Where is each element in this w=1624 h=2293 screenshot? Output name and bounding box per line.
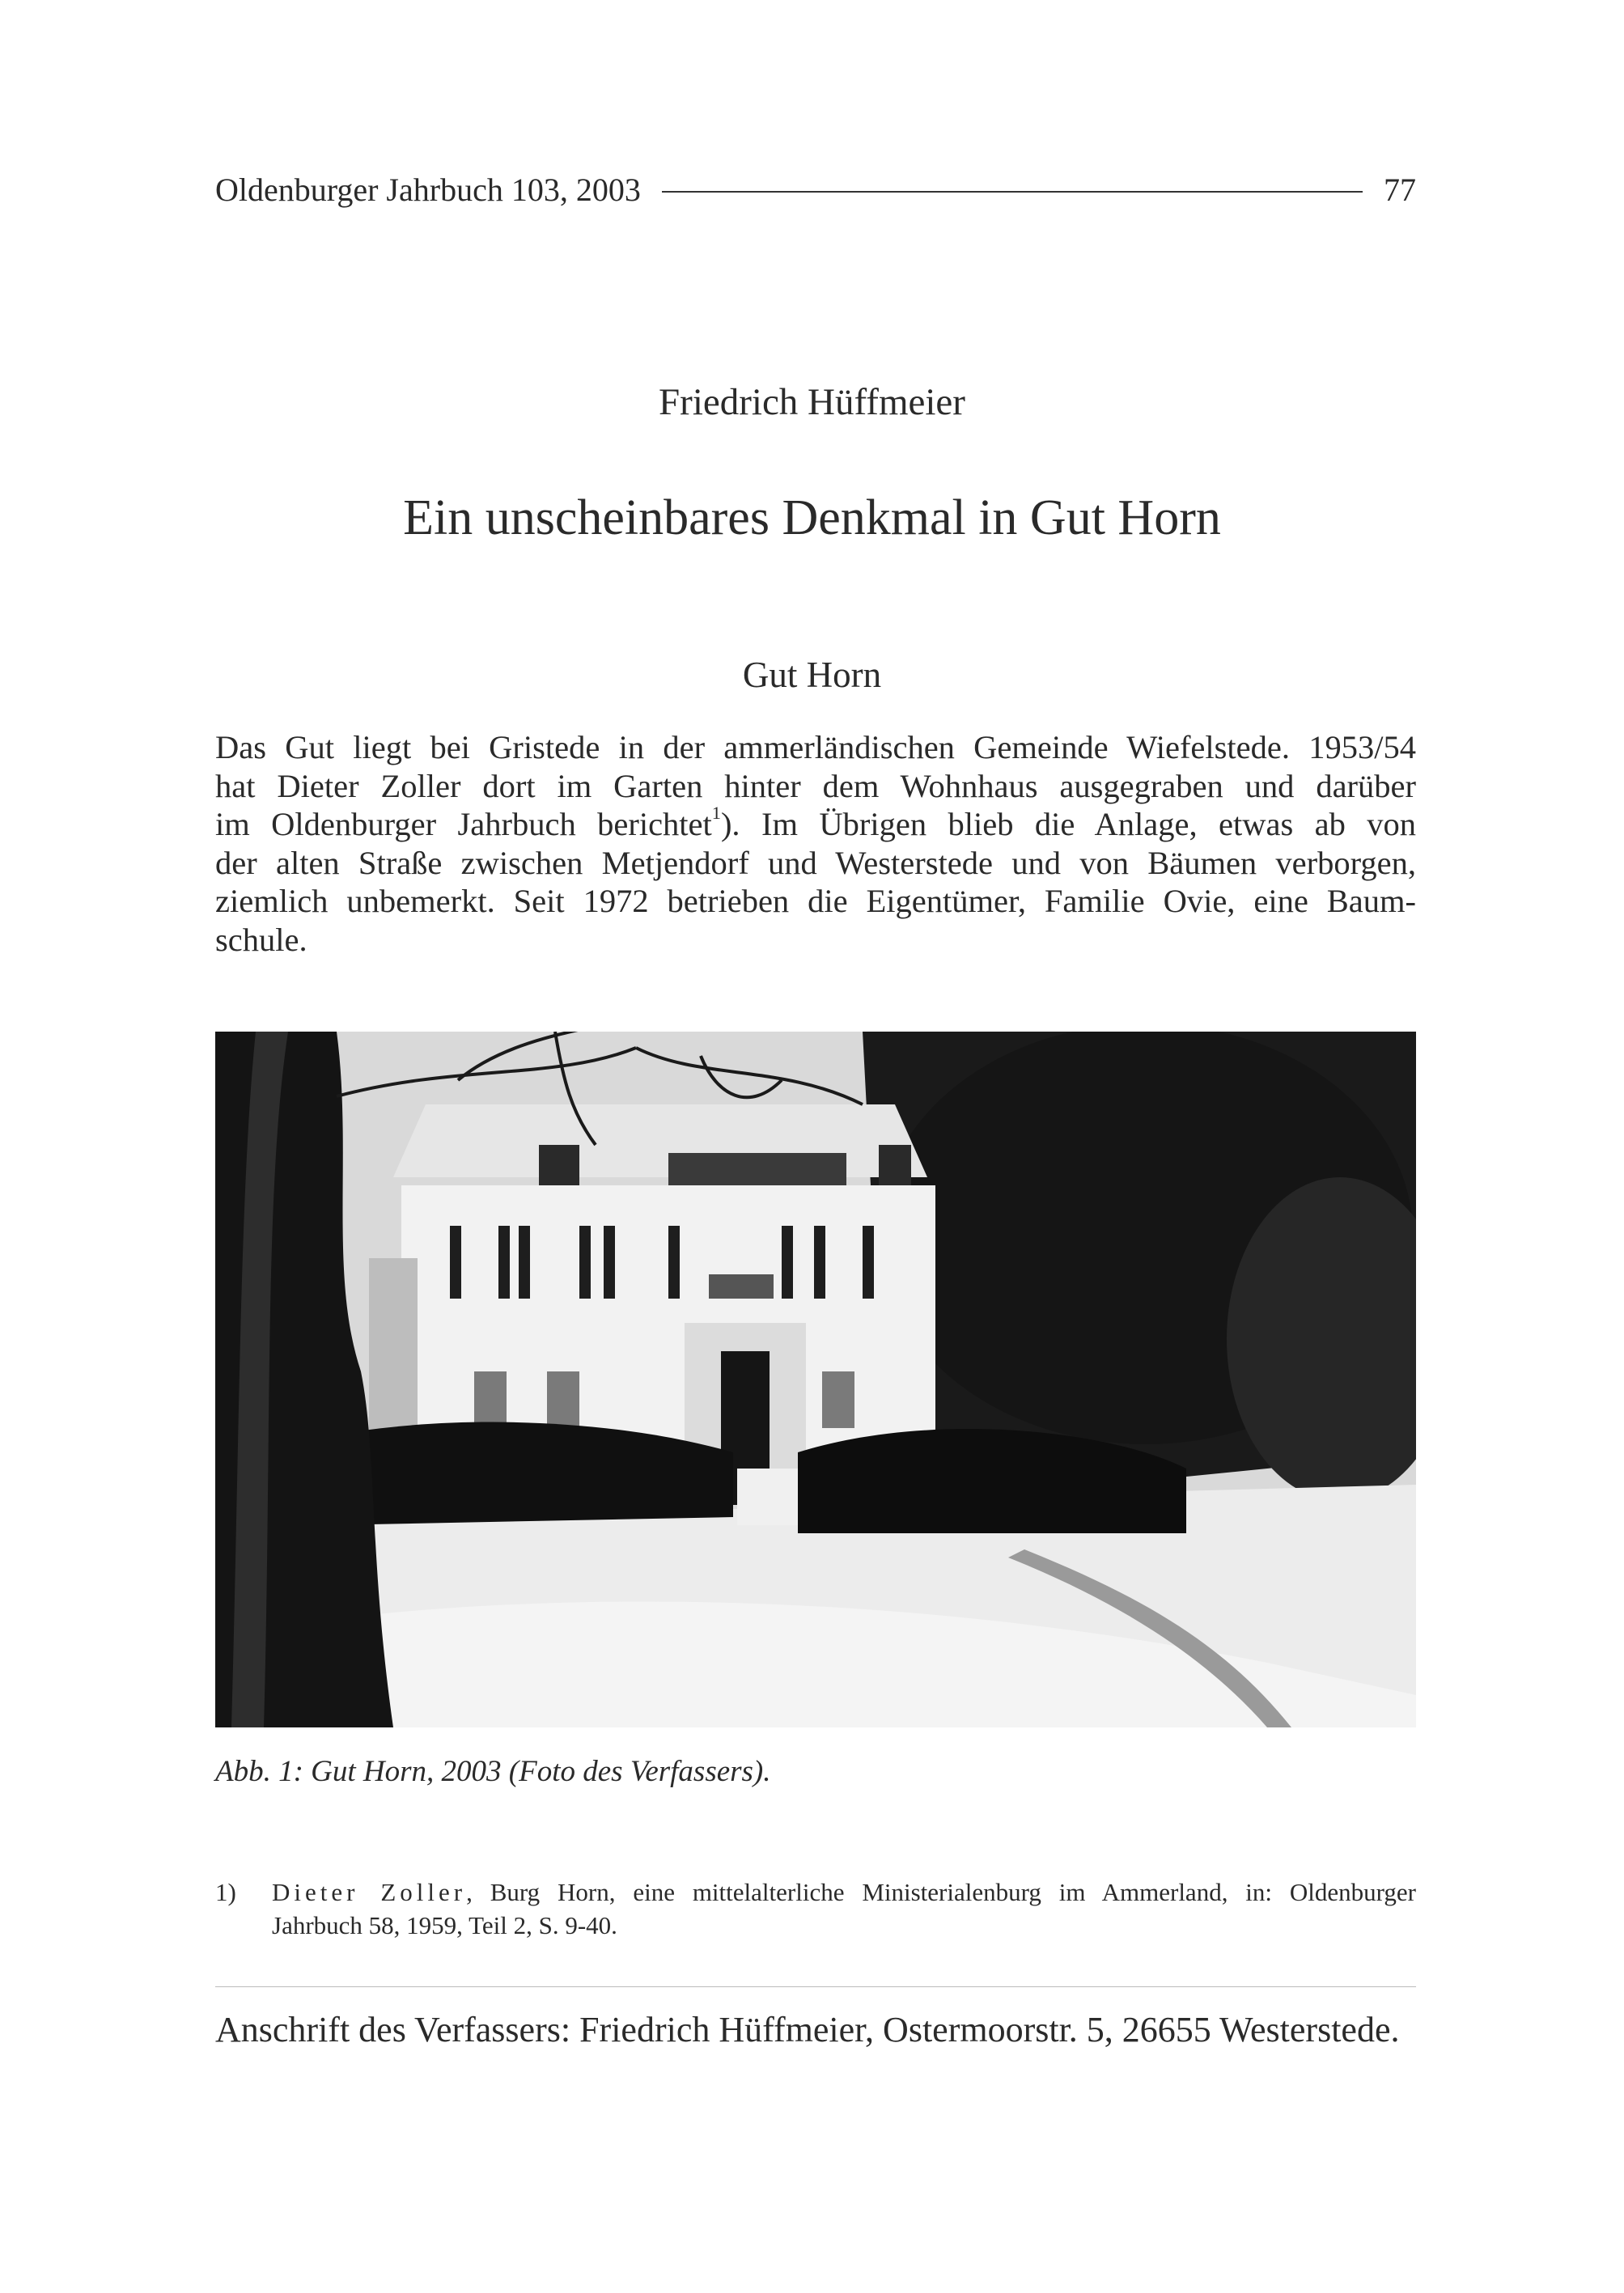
body-line: Das Gut liegt bei Gristede in der ammerländischen Gemeinde Wiefelstede. 1953/54 xyxy=(215,729,1416,765)
footer-divider xyxy=(215,1986,1416,1987)
header-rule xyxy=(662,191,1363,193)
author-address: Anschrift des Verfassers: Friedrich Hüffmeier, Ostermoorstr. 5, 26655 Westerstede. xyxy=(215,2010,1400,2049)
body-paragraph xyxy=(215,728,1416,959)
footnote-citation: , Burg Horn, eine mittelalterliche Ministerialenburg im Ammerland, in: Oldenburger xyxy=(466,1878,1417,1906)
footnote-row xyxy=(215,1876,1416,1942)
footnote-line: Jahrbuch 58, 1959, Teil 2, S. 9-40. xyxy=(272,1911,617,1939)
manor-house-photo xyxy=(215,1032,1416,1727)
footnote-body xyxy=(272,1876,1416,1942)
footnote-author: Dieter Zoller xyxy=(272,1878,467,1906)
body-line xyxy=(215,802,1416,844)
figure-caption: Abb. 1: Gut Horn, 2003 (Foto des Verfassers). xyxy=(215,1755,771,1788)
footnote-reference[interactable]: 1 xyxy=(711,802,721,823)
body-line: der alten Straße zwischen Metjendorf und Westerstede und von Bäumen verborgen, xyxy=(215,844,1416,881)
body-line-part: ). Im Übrigen blieb die Anlage, etwas ab von xyxy=(720,806,1416,842)
running-head xyxy=(215,165,1416,214)
footnote-number: 1) xyxy=(215,1878,236,1906)
footnote-line xyxy=(272,1876,1416,1909)
section-heading: Gut Horn xyxy=(742,655,882,695)
body-line-part: im Oldenburger Jahrbuch berichtet xyxy=(215,806,712,842)
footnote xyxy=(215,1876,1416,1942)
body-line: schule. xyxy=(215,921,307,958)
journal-title: Oldenburger Jahrbuch 103, 2003 xyxy=(215,171,641,208)
article-title: Ein unscheinbares Denkmal in Gut Horn xyxy=(403,490,1221,545)
body-line: ziemlich unbemerkt. Seit 1972 betrieben die Eigentümer, Familie Ovie, eine Baum- xyxy=(215,883,1416,919)
article-author: Friedrich Hüffmeier xyxy=(659,381,965,423)
body-line: hat Dieter Zoller dort im Garten hinter dem Wohnhaus ausgegraben und darüber xyxy=(215,767,1416,804)
page-number: 77 xyxy=(1384,171,1416,208)
